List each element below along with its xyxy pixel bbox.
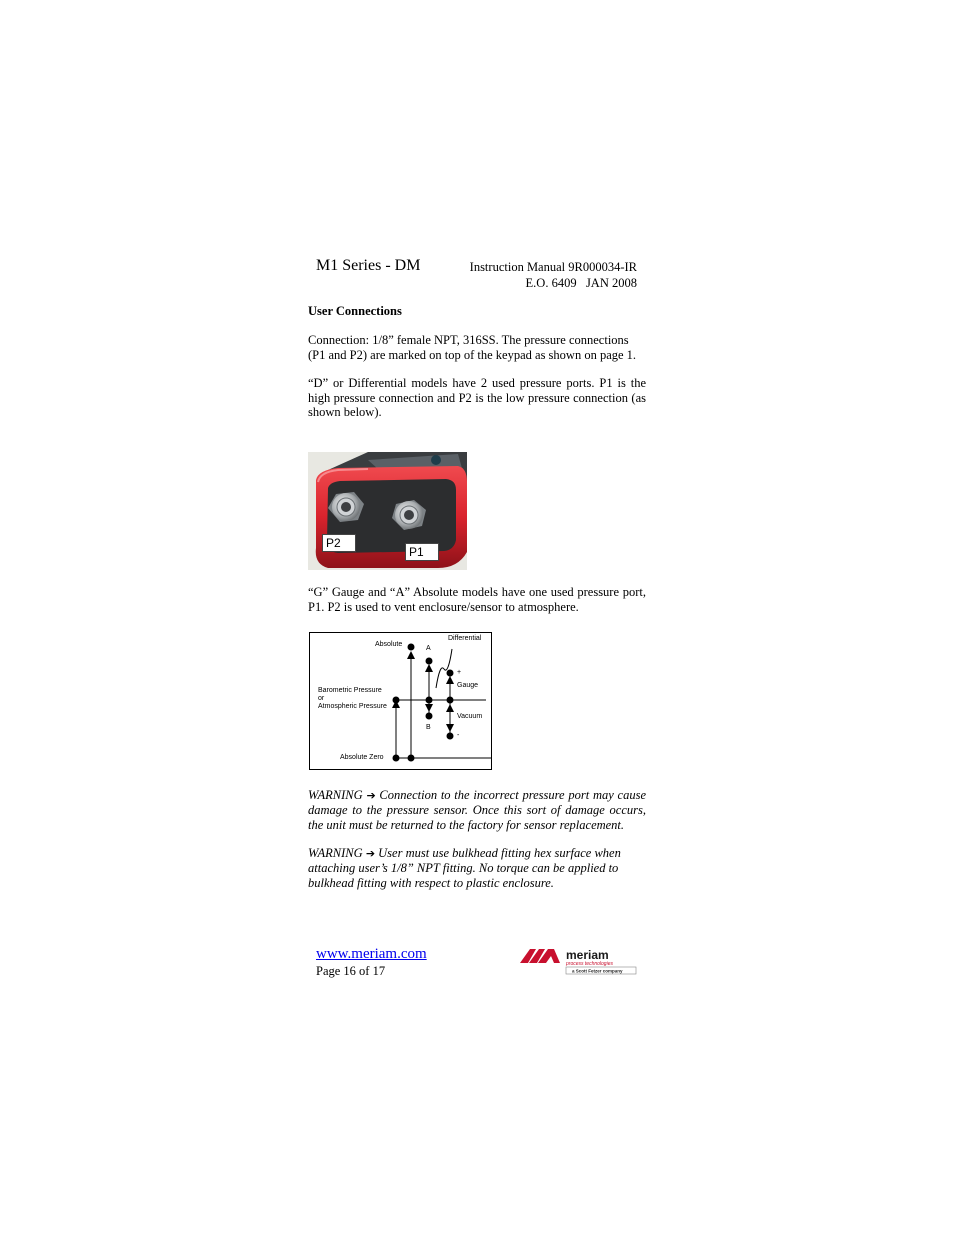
- paragraph-connection: Connection: 1/8” female NPT, 316SS. The pressure connections (P1 and P2) are marked on top of the keypad as shown on page 1.: [308, 333, 637, 362]
- arrow-right-icon: ➔: [366, 789, 376, 802]
- website-link[interactable]: www.meriam.com: [316, 946, 427, 962]
- paragraph-gauge-absolute: “G” Gauge and “A” Absolute models have one used pressure port, P1. P2 is used to vent enclosure/sensor to atmosphere.: [308, 585, 646, 614]
- warning-text-1: Connection to the incorrect pressure port may cause damage to the pressure sensor. Once this sort of damage occurs, the unit must be returned to the factory for sensor replacement.: [308, 788, 646, 832]
- pressure-ports-photo: [308, 452, 467, 570]
- arrow-up-gauge: [446, 676, 454, 684]
- arrow-down-b: [425, 704, 433, 712]
- pressure-reference-diagram: [309, 632, 492, 770]
- logo-sub: a Scott Fetzer company: [572, 968, 623, 974]
- warning-label: WARNING: [308, 788, 363, 802]
- port-label-p2: P2: [322, 534, 356, 552]
- label-gauge: Gauge: [457, 682, 479, 689]
- label-barometric: Barometric Pressure: [318, 687, 382, 694]
- label-minus: -: [457, 732, 460, 739]
- arrow-down-vacuum: [446, 724, 454, 732]
- label-absolute-zero: Absolute Zero: [340, 754, 384, 761]
- arrow-up-absolute: [407, 651, 415, 659]
- meriam-logo: [520, 947, 638, 975]
- arrow-up-atm: [446, 704, 454, 712]
- header-series: M1 Series - DM: [316, 257, 421, 274]
- header-manual-info: [440, 259, 637, 291]
- warning-incorrect-port: [308, 788, 646, 832]
- header-eo-date: E.O. 6409 JAN 2008: [525, 276, 637, 290]
- label-differential: Differential: [448, 635, 482, 642]
- port-label-p1: P1: [405, 543, 439, 561]
- device-illustration: [308, 452, 467, 570]
- warning-label: WARNING: [308, 846, 363, 860]
- label-b: B: [426, 724, 431, 731]
- label-vacuum: Vacuum: [457, 713, 483, 720]
- label-or: or: [318, 695, 325, 702]
- section-title: User Connections: [308, 304, 402, 318]
- label-atmospheric: Atmospheric Pressure: [318, 703, 387, 710]
- logo-tagline: process technologies: [566, 961, 613, 967]
- paragraph-differential: “D” or Differential models have 2 used pressure ports. P1 is the high pressure connection and P2 is the low pressure connection (as shown below).: [308, 376, 646, 419]
- arrow-right-icon: ➔: [365, 847, 376, 860]
- diagram-lines: [310, 633, 491, 769]
- meriam-logo-mark-icon: [520, 947, 638, 975]
- warning-bulkhead-fitting: [308, 846, 646, 890]
- page-number: Page 16 of 17: [316, 964, 386, 978]
- label-absolute: Absolute: [375, 641, 403, 648]
- header-manual-number: Instruction Manual 9R000034-IR: [469, 260, 637, 274]
- label-plus: +: [457, 669, 462, 676]
- arrow-up-a: [425, 664, 433, 672]
- label-a: A: [426, 645, 431, 652]
- warning-text-2: User must use bulkhead fitting hex surface when attaching user’s 1/8” NPT fitting. No torque can be applied to bulkhead fitting with respect to plastic enclosure.: [308, 846, 621, 890]
- logo-brand: meriam: [566, 948, 609, 962]
